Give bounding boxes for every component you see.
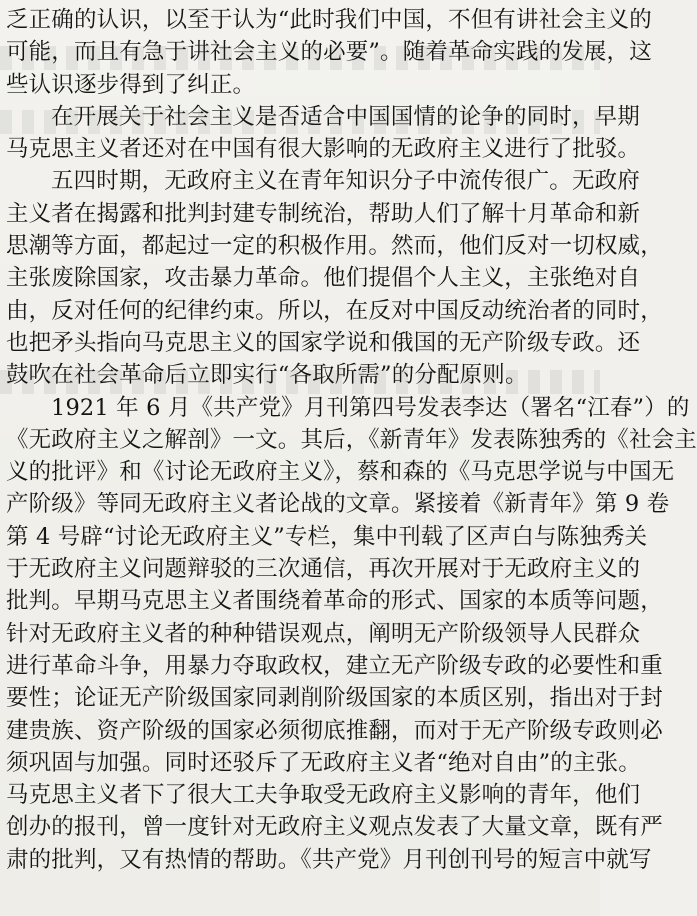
body-text [6,4,697,876]
text-line: 可能，而且有急于讲社会主义的必要”。随着革命实践的发展，这 [6,39,652,66]
text-line: 乏正确的认识，以至于认为“此时我们中国，不但有讲社会主义的 [6,7,652,33]
text-line: 由，反对任何的纪律约束。所以，在反对中国反动统治者的同时， [6,297,663,324]
text-line: 创办的报刊，曾一度针对无政府主义观点发表了大量文章，既有严 [6,814,663,841]
text-line: 鼓吹在社会革命后立即实行“各取所需”的分配原则。 [6,362,528,389]
text-line: 产阶级》等同无政府主义者论战的文章。紧接着《新青年》第 9 卷 [6,491,670,518]
text-line: 马克思主义者还对在中国有很大影响的无政府主义进行了批驳。 [6,136,641,163]
text-line: 要性；论证无产阶级国家同剥削阶级国家的本质区别，指出对于封 [6,685,663,712]
text-line: 第 4 号辟“讨论无政府主义”专栏，集中刊载了区声白与陈独秀关 [6,523,648,550]
text-line: 《无政府主义之解剖》一文。其后，《新青年》发表陈独秀的《社会主 [6,426,697,453]
paragraph-start-line: 五四时期，无政府主义在青年知识分子中流传很广。无政府 [51,168,640,195]
text-line: 义的批评》和《讨论无政府主义》，蔡和森的《马克思学说与中国无 [6,459,675,486]
text-line: 肃的批判，又有热情的帮助。《共产党》月刊创刊号的短言中就写 [6,846,652,873]
text-line: 于无政府主义问题辩驳的三次通信，再次开展对于无政府主义的 [6,556,641,583]
text-line: 进行革命斗争，用暴力夺取政权，建立无产阶级专政的必要性和重 [6,652,663,679]
text-line: 也把矛头指向马克思主义的国家学说和俄国的无产阶级专政。还 [6,329,641,356]
paragraph-start-line: 1921 年 6 月《共产党》月刊第四号发表李达（署名“江春”）的 [51,394,690,421]
text-line: 主张废除国家，攻击暴力革命。他们提倡个人主义，主张绝对自 [6,265,641,292]
paragraph-start-line: 在开展关于社会主义是否适合中国国情的论争的同时，早期 [51,103,640,130]
text-line: 针对无政府主义者的种种错误观点，阐明无产阶级领导人民群众 [6,620,641,647]
text-line: 思潮等方面，都起过一定的积极作用。然而，他们反对一切权威， [6,233,663,260]
text-line: 批判。早期马克思主义者围绕着革命的形式、国家的本质等问题， [6,588,663,615]
text-line: 建贵族、资产阶级的国家必须彻底推翻，而对于无产阶级专政则必 [6,717,663,744]
text-line: 些认识逐步得到了纠正。 [6,71,256,98]
text-line: 马克思主义者下了很大工夫争取受无政府主义影响的青年，他们 [6,782,641,809]
text-line: 主义者在揭露和批判封建专制统治，帮助人们了解十月革命和新 [6,200,641,227]
text-line: 须巩固与加强。同时还驳斥了无政府主义者“绝对自由”的主张。 [6,749,641,776]
